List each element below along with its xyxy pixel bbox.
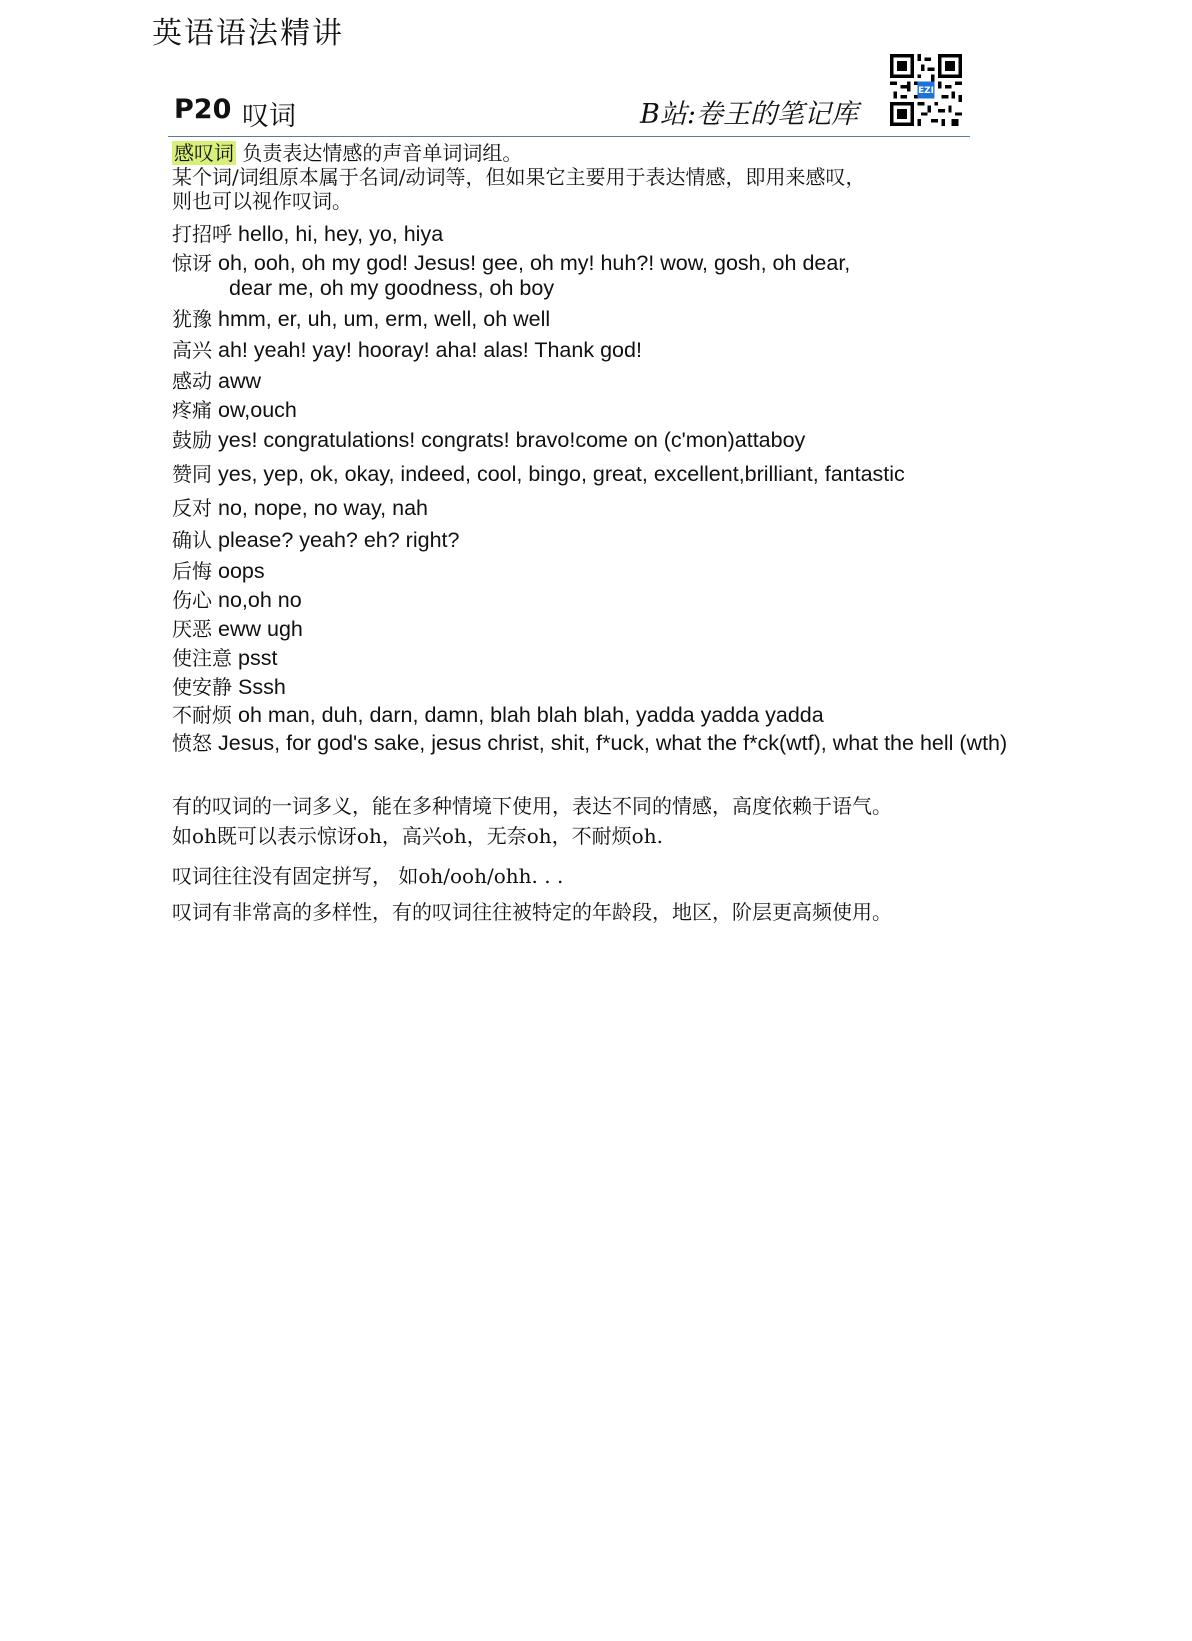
- list-item: [172, 671, 1152, 699]
- page-title: 叹词: [242, 101, 296, 132]
- category-label: 高兴: [172, 338, 212, 362]
- list-item: [172, 699, 1152, 727]
- interjection-words: Sssh: [238, 675, 286, 699]
- category-label: 赞同: [172, 462, 212, 486]
- category-label: 鼓励: [172, 428, 212, 452]
- category-label: 感动: [172, 369, 212, 393]
- interjection-words: hmm, er, uh, um, erm, well, oh well: [218, 307, 551, 331]
- note-line: 叹词往往没有固定拼写， 如oh/ooh/ohh. . .: [172, 864, 564, 888]
- series-title: 英语语法精讲: [152, 16, 344, 51]
- interjection-words: hello, hi, hey, yo, hiya: [238, 222, 444, 246]
- definition-line-2: 某个词/词组原本属于名词/动词等，但如果它主要用于表达情感，即用来感叹，: [172, 165, 866, 189]
- list-item: [172, 458, 1152, 492]
- interjection-words: ow,ouch: [218, 398, 297, 422]
- category-label: 确认: [172, 528, 212, 552]
- category-label: 厌恶: [172, 617, 212, 641]
- list-item: [172, 218, 1152, 247]
- list-item: [172, 394, 1152, 424]
- interjection-words: oops: [218, 559, 265, 583]
- list-item: [172, 334, 1152, 365]
- interjection-words: Jesus, for god's sake, jesus christ, shit, f*uck, what the f*ck(wtf), what the hell (wth): [218, 731, 1008, 755]
- list-item: [172, 247, 1152, 303]
- interjection-words: ah! yeah! yay! hooray! aha! alas! Thank god!: [218, 338, 642, 362]
- category-label: 愤怒: [172, 731, 212, 755]
- list-item: [172, 555, 1152, 584]
- page-header: [170, 88, 970, 136]
- notes-block: [172, 790, 1132, 926]
- interjection-words: please? yeah? eh? right?: [218, 528, 460, 552]
- interjection-words: no, nope, no way, nah: [218, 496, 428, 520]
- list-item: [172, 524, 1152, 555]
- definition-block: [172, 141, 1052, 213]
- interjection-words: aww: [218, 369, 262, 393]
- note-line: 有的叹词的一词多义，能在多种情境下使用，表达不同的情感，高度依赖于语气。: [172, 794, 892, 818]
- list-item: [172, 365, 1152, 394]
- highlighted-keyword: 感叹词: [174, 141, 234, 165]
- category-label: 惊讶: [172, 251, 212, 275]
- category-label: 反对: [172, 496, 212, 520]
- definition-line-1: [172, 141, 1052, 165]
- channel-credit: B站:卷王的笔记库: [640, 99, 858, 130]
- interjection-words: yes, yep, ok, okay, indeed, cool, bingo, great, excellent,brilliant, fantastic: [218, 462, 905, 486]
- interjection-words: no,oh no: [218, 588, 302, 612]
- category-label: 打招呼: [172, 222, 232, 246]
- category-label: 后悔: [172, 559, 212, 583]
- qr-badge-text: EZI: [918, 86, 934, 97]
- interjection-words: oh, ooh, oh my god! Jesus! gee, oh my! huh?! wow, gosh, oh dear,: [218, 251, 851, 275]
- interjection-list: [172, 218, 1152, 756]
- list-item: [172, 613, 1152, 642]
- list-item: [172, 303, 1152, 334]
- category-label: 疼痛: [172, 398, 212, 422]
- header-divider: [168, 136, 970, 137]
- qr-code-icon: [890, 54, 962, 126]
- category-label: 伤心: [172, 588, 212, 612]
- list-item: [172, 642, 1152, 671]
- category-label: 使安静: [172, 675, 232, 699]
- category-label: 犹豫: [172, 307, 212, 331]
- page-number: P20: [174, 94, 232, 125]
- interjection-words: yes! congratulations! congrats! bravo!come on (c'mon)attaboy: [218, 428, 806, 452]
- category-label: 使注意: [172, 646, 232, 670]
- list-item: [172, 584, 1152, 613]
- note-line: 如oh既可以表示惊讶oh，高兴oh，无奈oh，不耐烦oh.: [172, 824, 663, 848]
- definition-text: 负责表达情感的声音单词词组。: [236, 141, 523, 165]
- note-line: 叹词有非常高的多样性，有的叹词往往被特定的年龄段，地区，阶层更高频使用。: [172, 900, 892, 924]
- category-label: 不耐烦: [172, 703, 232, 727]
- interjection-words: eww ugh: [218, 617, 303, 641]
- interjection-words-continued: dear me, oh my goodness, oh boy: [229, 276, 555, 300]
- list-item: [172, 424, 1152, 458]
- interjection-words: psst: [238, 646, 278, 670]
- definition-line-3: 则也可以视作叹词。: [172, 189, 352, 213]
- interjection-words: oh man, duh, darn, damn, blah blah blah, yadda yadda yadda: [238, 703, 824, 727]
- list-item: [172, 492, 1152, 524]
- list-item: [172, 727, 1152, 756]
